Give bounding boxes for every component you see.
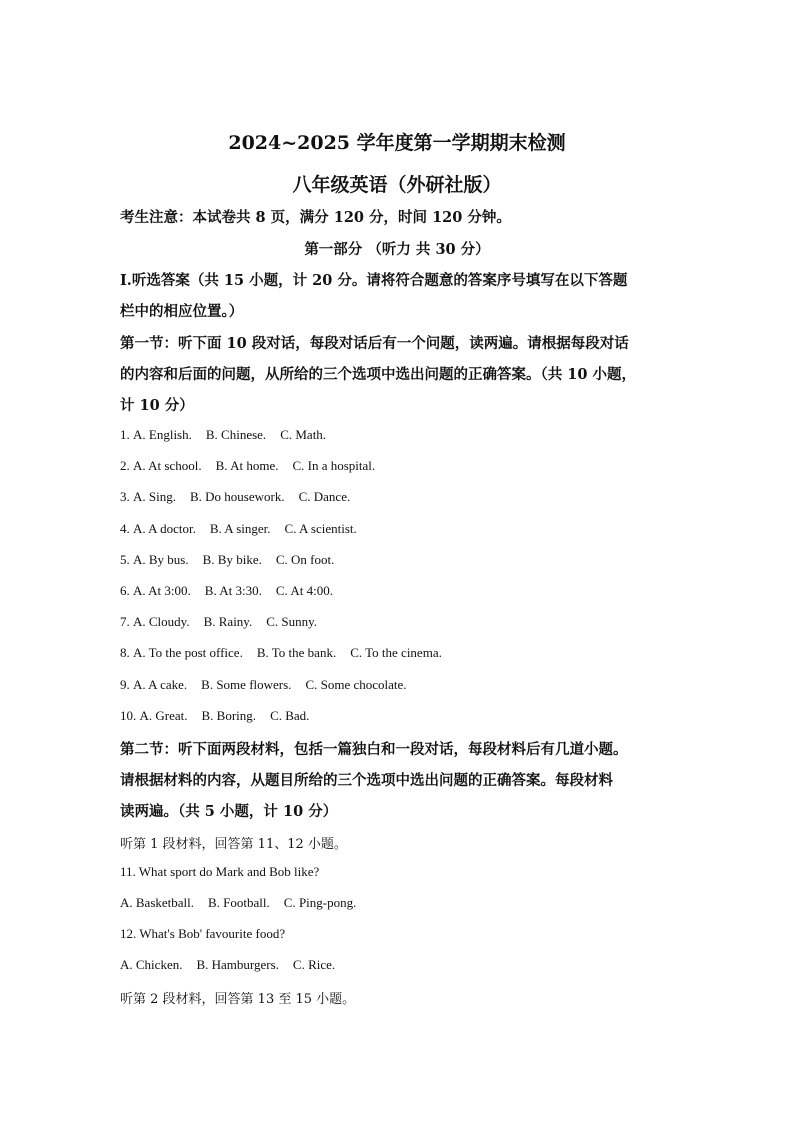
section-one-line-3: 计 10 分） <box>120 397 194 414</box>
material-1-intro: 听第 1 段材料，回答第 11、12 小题。 <box>120 837 347 852</box>
section-one-line-1: 第一节：听下面 10 段对话，每段对话后有一个问题，读两遍。请根据每段对话 <box>120 335 629 352</box>
question-number: 7. <box>120 614 130 629</box>
question-row <box>120 957 700 973</box>
option-c: C. In a hospital. <box>292 458 376 473</box>
material-2-intro: 听第 2 段材料，回答第 13 至 15 小题。 <box>120 992 356 1007</box>
option-a: A. To the post office. <box>133 645 243 660</box>
question-row <box>120 427 700 443</box>
question-number: 3. <box>120 489 130 504</box>
option-c: C. Bad. <box>270 708 310 723</box>
question-row <box>120 521 700 537</box>
question-number: 9. <box>120 677 130 692</box>
question-11-stem: 11. What sport do Mark and Bob like? <box>120 864 320 879</box>
part-one-title: 第一部分 （听力 共 30 分） <box>304 241 490 258</box>
option-c: C. Rice. <box>292 957 336 972</box>
question-row <box>120 645 700 661</box>
option-b: B. A singer. <box>209 521 271 536</box>
option-c: C. Dance. <box>298 489 351 504</box>
question-number: 6. <box>120 583 130 598</box>
option-a: A. A doctor. <box>133 521 196 536</box>
question-row <box>120 895 700 911</box>
option-b: B. Do housework. <box>189 489 285 504</box>
question-row <box>120 552 700 568</box>
option-a: A. English. <box>133 427 192 442</box>
section-two-line-1: 第二节：听下面两段材料，包括一篇独白和一段对话，每段材料后有几道小题。 <box>120 741 628 758</box>
question-12-stem: 12. What's Bob' favourite food? <box>120 926 286 941</box>
option-a: A. By bus. <box>133 552 189 567</box>
question-row <box>120 489 700 505</box>
option-b: B. Football. <box>208 895 270 910</box>
section-two-line-2: 请根据材料的内容，从题目所给的三个选项中选出问题的正确答案。每段材料 <box>120 772 613 789</box>
option-b: B. To the bank. <box>256 645 337 660</box>
option-a: A. At school. <box>133 458 202 473</box>
question-number: 4. <box>120 521 130 536</box>
question-row <box>120 708 700 724</box>
option-c: C. On foot. <box>275 552 335 567</box>
option-b: B. Chinese. <box>205 427 267 442</box>
option-a: A. Chicken. <box>120 957 183 972</box>
option-c: C. Ping-pong. <box>283 895 357 910</box>
option-b: B. By bike. <box>202 552 262 567</box>
option-b: B. Rainy. <box>203 614 253 629</box>
option-a: A. A cake. <box>133 677 188 692</box>
question-number: 5. <box>120 552 130 567</box>
question-number: 1. <box>120 427 130 442</box>
option-c: C. To the cinema. <box>350 645 442 660</box>
part-one-instruction-line-1: Ⅰ.听选答案（共 15 小题，计 20 分。请将符合题意的答案序号填写在以下答题 <box>120 272 628 289</box>
option-a: A. Basketball. <box>120 895 195 910</box>
option-a: A. At 3:00. <box>133 583 191 598</box>
question-number: 10. <box>120 708 137 723</box>
option-a: A. Sing. <box>133 489 176 504</box>
option-b: B. Hamburgers. <box>196 957 279 972</box>
exam-notice: 考生注意：本试卷共 8 页，满分 120 分，时间 120 分钟。 <box>120 209 511 226</box>
option-a: A. Cloudy. <box>133 614 190 629</box>
question-row <box>120 677 700 693</box>
option-b: B. At 3:30. <box>204 583 262 598</box>
option-c: C. Math. <box>280 427 327 442</box>
question-row <box>120 458 700 474</box>
exam-title: 2024~2025 学年度第一学期期末检测 <box>228 132 566 154</box>
option-c: C. At 4:00. <box>275 583 333 598</box>
option-c: C. Sunny. <box>266 614 318 629</box>
option-b: B. Boring. <box>201 708 257 723</box>
option-c: C. Some chocolate. <box>305 677 407 692</box>
question-number: 8. <box>120 645 130 660</box>
option-c: C. A scientist. <box>284 521 357 536</box>
section-one-line-2: 的内容和后面的问题，从所给的三个选项中选出问题的正确答案。（共 10 小题， <box>120 366 637 383</box>
option-b: B. Some flowers. <box>201 677 292 692</box>
section-two-line-3: 读两遍。（共 5 小题，计 10 分） <box>120 803 338 820</box>
part-one-instruction-line-2: 栏中的相应位置。） <box>120 303 244 320</box>
question-number: 2. <box>120 458 130 473</box>
option-b: B. At home. <box>215 458 279 473</box>
question-row <box>120 614 700 630</box>
option-a: A. Great. <box>139 708 188 723</box>
exam-subtitle: 八年级英语（外研社版） <box>292 174 502 196</box>
question-row <box>120 583 700 599</box>
